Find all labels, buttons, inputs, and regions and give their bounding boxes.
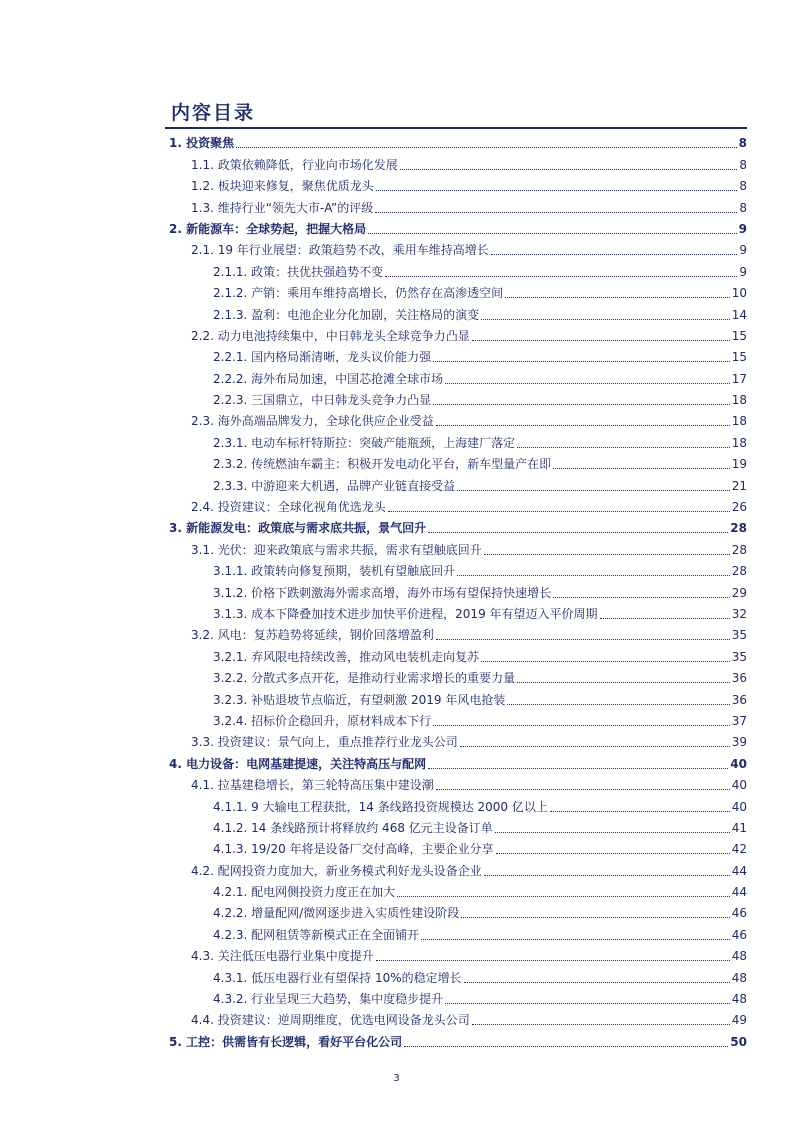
toc-entry-page: 39 [731,735,747,750]
page-number: 3 [393,1073,400,1084]
dot-leader [472,340,730,341]
toc-entry-page: 26 [731,500,747,515]
toc-entry-page: 8 [739,157,747,172]
dot-leader [433,404,730,405]
toc-entry-label: 3.1. 光伏：迎来政策底与需求共振，需求有望触底回升 [191,542,482,557]
toc-entry-page: 10 [731,286,747,301]
dot-leader [457,575,730,576]
toc-entry-page: 42 [731,842,747,857]
toc-entry[interactable] [165,622,747,643]
toc-entry-label: 2.3.2. 传统燃油车霸主：积极开发电动化平台，新车型量产在即 [213,457,552,472]
toc-title: 内容目录 [171,102,256,124]
toc-entry-page: 48 [731,949,747,964]
dot-leader [600,618,730,619]
toc-entry-page: 46 [731,906,747,921]
toc-entry[interactable] [165,708,747,729]
toc-entry-label: 4.2.1. 配电网侧投资力度正在加大 [213,885,396,900]
toc-entry-label: 1.3. 维持行业“领先大市-A”的评级 [191,200,374,215]
dot-leader [496,853,730,854]
toc-entry-label: 2.2.3. 三国鼎立，中日韩龙头竞争力凸显 [213,393,432,408]
toc-entry-page: 9 [739,264,747,279]
dot-leader [376,190,738,191]
toc-entry[interactable] [165,921,747,942]
dot-leader [436,639,730,640]
toc-entry-page: 36 [731,692,747,707]
toc-entry[interactable] [165,323,747,344]
toc-entry-label: 4.3.1. 低压电器行业有望保持 10%的稳定增长 [213,970,462,985]
toc-entry[interactable] [165,280,747,301]
toc-entry-label: 3.3. 投资建议：景气向上，重点推荐行业龙头公司 [191,735,458,750]
toc-entry[interactable] [165,301,747,322]
toc-entry-label: 2.3. 海外高端品牌发力，全球化供应企业受益 [191,414,434,429]
toc-entry[interactable] [165,815,747,836]
dot-leader [428,532,728,533]
dot-leader [433,361,730,362]
toc-entry-label: 4.1.1. 9 大输电工程获批，14 条线路投资规模达 2000 亿以上 [213,799,548,814]
toc-entry-label: 3.2. 风电：复苏趋势将延续，钢价回落增盈利 [191,628,434,643]
toc-entry-label: 3.1.1. 政策转向修复预期，装机有望触底回升 [213,564,456,579]
toc-entry-page: 21 [731,478,747,493]
toc-entry-label: 2.3.1. 电动车标杆特斯拉：突破产能瓶颈，上海建厂落定 [213,435,516,450]
toc-entry-page: 9 [738,221,747,236]
toc-entry[interactable] [165,194,747,215]
toc-entry[interactable] [165,344,747,365]
dot-leader [461,917,730,918]
toc-entry-page: 18 [731,393,747,408]
toc-entry-label: 1.2. 板块迎来修复，聚焦优质龙头 [191,179,374,194]
toc-entry[interactable] [165,793,747,814]
dot-leader [445,383,730,384]
toc-entry-page: 8 [738,136,747,151]
toc-entry-label: 3.2.1. 弃风限电持续改善，推动风电装机走向复苏 [213,649,480,664]
toc-entry[interactable] [165,237,747,258]
toc-entry[interactable] [165,986,747,1007]
toc-entry-page: 40 [730,756,747,771]
dot-leader [421,939,730,940]
toc-entry-label: 4.3.2. 行业呈现三大趋势，集中度稳步提升 [213,992,444,1007]
toc-entry-page: 15 [731,350,747,365]
toc-entry-label: 3.2.2. 分散式多点开花，是推动行业需求增长的重要力量 [213,671,516,686]
toc-entry-label: 2.3.3. 中游迎来大机遇，品牌产业链直接受益 [213,478,456,493]
toc-entry[interactable] [165,387,747,408]
dot-leader [445,1003,730,1004]
toc-entry[interactable] [165,879,747,900]
toc-entry-page: 49 [731,1013,747,1028]
toc-entry-label: 3.2.4. 招标价企稳回升，原材料成本下行 [213,713,432,728]
toc-entry[interactable] [165,451,747,472]
toc-list [165,130,747,1050]
title-rule [165,127,747,129]
toc-entry[interactable] [165,536,747,557]
toc-entry-label: 2.2. 动力电池持续集中，中日韩龙头全球竞争力凸显 [191,328,470,343]
toc-entry-page: 8 [739,200,747,215]
toc-entry[interactable] [165,665,747,686]
toc-entry-page: 18 [731,414,747,429]
dot-leader [464,982,730,983]
dot-leader [507,704,729,705]
toc-entry-page: 32 [731,606,747,621]
toc-entry-label: 3. 新能源发电：政策底与需求底共振，景气回升 [169,521,427,536]
toc-entry-label: 4.1.3. 19/20 年将是设备厂交付高峰，主要企业分享 [213,842,494,857]
toc-entry-page: 50 [730,1034,747,1049]
toc-entry-label: 4.2.3. 配网租赁等新模式正在全面铺开 [213,927,420,942]
dot-leader [553,468,730,469]
dot-leader [505,297,730,298]
dot-leader [517,447,730,448]
toc-entry[interactable] [165,836,747,857]
dot-leader [484,875,730,876]
toc-entry-page: 18 [731,435,747,450]
toc-entry-label: 2.1.2. 产销：乘用车维持高增长，仍然存在高渗透空间 [213,286,504,301]
toc-entry-page: 37 [731,713,747,728]
toc-entry[interactable] [165,258,747,279]
toc-entry[interactable] [165,964,747,985]
toc-entry-label: 4.1. 拉基建稳增长，第三轮特高压集中建设潮 [191,778,434,793]
toc-entry-page: 19 [731,457,747,472]
dot-leader [397,896,730,897]
toc-entry[interactable] [165,558,747,579]
dot-leader [484,554,730,555]
dot-leader [385,276,737,277]
toc-entry[interactable] [165,494,747,515]
dot-leader [400,169,738,170]
toc-entry-page: 35 [731,628,747,643]
toc-entry-page: 28 [731,564,747,579]
toc-entry-label: 1.1. 政策依赖降低，行业向市场化发展 [191,157,398,172]
toc-entry-page: 40 [731,799,747,814]
toc-entry[interactable] [165,750,747,771]
toc-entry-page: 14 [731,307,747,322]
dot-leader [436,789,730,790]
dot-leader [433,725,730,726]
toc-entry[interactable] [165,601,747,622]
dot-leader [495,832,730,833]
toc-entry-label: 2. 新能源车：全球势起，把握大格局 [169,221,367,236]
toc-entry-label: 2.2.1. 国内格局渐清晰，龙头议价能力强 [213,350,432,365]
toc-entry-page: 46 [731,927,747,942]
toc-entry-label: 2.2.2. 海外布局加速，中国芯抢滩全球市场 [213,371,444,386]
toc-entry-page: 28 [731,542,747,557]
dot-leader [550,811,730,812]
dot-leader [472,1024,730,1025]
dot-leader [457,490,730,491]
dot-leader [481,319,730,320]
toc-entry-label: 4.2. 配网投资力度加大，新业务模式利好龙头设备企业 [191,863,482,878]
toc-entry-page: 9 [739,243,747,258]
toc-entry-label: 2.4. 投资建议：全球化视角优选龙头 [191,500,386,515]
toc-entry[interactable] [165,1007,747,1028]
toc-entry[interactable] [165,1028,747,1049]
toc-entry[interactable] [165,579,747,600]
dot-leader [553,597,730,598]
toc-entry-label: 1. 投资聚焦 [169,136,235,151]
toc-entry-page: 41 [731,820,747,835]
dot-leader [491,254,738,255]
toc-entry-label: 2.1.3. 盈利：电池企业分化加剧，关注格局的演变 [213,307,480,322]
dot-leader [481,661,730,662]
toc-entry-page: 48 [731,992,747,1007]
toc-entry[interactable] [165,772,747,793]
toc-entry-page: 40 [731,778,747,793]
dot-leader [460,746,730,747]
toc-entry[interactable] [165,151,747,172]
dot-leader [236,147,737,148]
toc-entry-page: 36 [731,671,747,686]
toc-entry-page: 15 [731,328,747,343]
toc-entry-label: 5. 工控：供需皆有长逻辑，看好平台化公司 [169,1034,403,1049]
toc-entry-page: 48 [731,970,747,985]
dot-leader [368,233,737,234]
dot-leader [404,1046,728,1047]
toc-entry-label: 3.2.3. 补贴退坡节点临近，有望刺激 2019 年风电抢装 [213,692,506,707]
toc-entry-label: 4. 电力设备：电网基建提速，关注特高压与配网 [169,756,427,771]
toc-entry[interactable] [165,900,747,921]
toc-entry-page: 17 [731,371,747,386]
toc-entry-label: 4.1.2. 14 条线路预计将释放约 468 亿元主设备订单 [213,820,493,835]
dot-leader [436,425,730,426]
toc-entry-page: 44 [731,885,747,900]
toc-entry-page: 29 [731,585,747,600]
dot-leader [388,511,730,512]
toc-entry[interactable] [165,472,747,493]
toc-entry[interactable] [165,943,747,964]
dot-leader [376,960,730,961]
toc-entry[interactable] [165,686,747,707]
toc-entry-label: 3.1.3. 成本下降叠加技术进步加快平价进程，2019 年有望迈入平价周期 [213,606,598,621]
toc-entry-page: 44 [731,863,747,878]
toc-entry-label: 3.1.2. 价格下跌刺激海外需求高增，海外市场有望保持快速增长 [213,585,552,600]
toc-entry[interactable] [165,365,747,386]
toc-entry[interactable] [165,408,747,429]
toc-entry-page: 28 [730,521,747,536]
toc-entry-page: 35 [731,649,747,664]
toc-entry[interactable] [165,643,747,664]
toc-entry[interactable] [165,729,747,750]
toc-entry-label: 4.3. 关注低压电器行业集中度提升 [191,949,374,964]
dot-leader [517,682,730,683]
toc-entry[interactable] [165,216,747,237]
dot-leader [375,212,737,213]
toc-entry[interactable] [165,173,747,194]
toc-entry[interactable] [165,515,747,536]
dot-leader [428,768,728,769]
toc-entry[interactable] [165,130,747,151]
toc-entry-label: 4.4. 投资建议：逆周期维度，优选电网设备龙头公司 [191,1013,470,1028]
toc-entry[interactable] [165,857,747,878]
toc-entry[interactable] [165,429,747,450]
toc-entry-label: 2.1. 19 年行业展望：政策趋势不改，乘用车维持高增长 [191,243,489,258]
toc-entry-page: 8 [739,179,747,194]
toc-entry-label: 4.2.2. 增量配网/微网逐步进入实质性建设阶段 [213,906,460,921]
toc-entry-label: 2.1.1. 政策：扶优扶强趋势不变 [213,264,384,279]
